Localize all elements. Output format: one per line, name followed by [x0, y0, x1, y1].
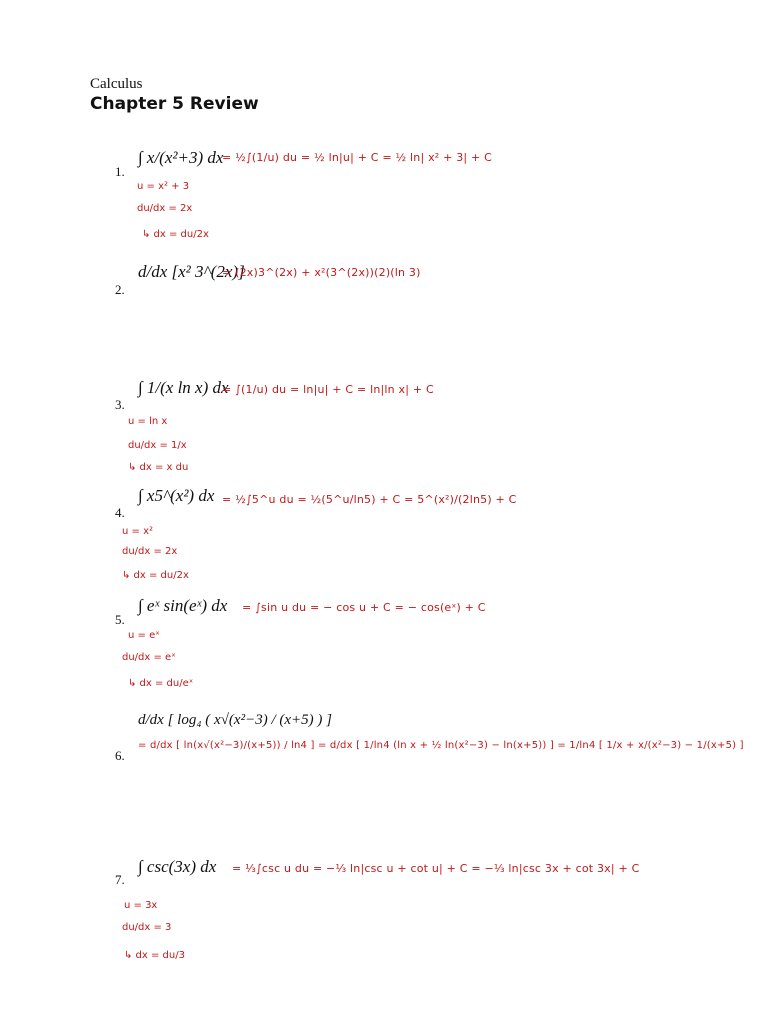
- substitution-step: ↳ dx = du/2x: [122, 570, 189, 581]
- solution-text: = ∫sin u du = − cos u + C = − cos(eˣ) + C: [242, 601, 486, 614]
- solution-text: = ½∫(1/u) du = ½ ln|u| + C = ½ ln| x² + 3| + C: [222, 151, 493, 164]
- substitution-step: ↳ dx = du/eˣ: [128, 678, 194, 689]
- solution-text: = ⅓∫csc u du = −⅓ ln|csc u + cot u| + C = −⅓ ln|csc 3x + cot 3x| + C: [232, 862, 640, 875]
- problem-number: 7.: [115, 872, 125, 887]
- substitution-step: du/dx = 2x: [122, 546, 178, 557]
- substitution-step: u = x²: [122, 526, 154, 537]
- substitution-step: u = 3x: [124, 900, 158, 911]
- substitution-step: du/dx = 3: [122, 922, 172, 933]
- problem-expression: ∫ x/(x²+3) dx: [138, 148, 224, 167]
- substitution-step: ↳ dx = x du: [128, 462, 189, 473]
- problem-expression: ∫ 1/(x ln x) dx: [138, 378, 229, 397]
- solution-text: = (2x)3^(2x) + x²(3^(2x))(2)(ln 3): [222, 266, 421, 279]
- problem-number: 3.: [115, 397, 125, 412]
- problem-expression: ∫ x5^(x²) dx: [138, 486, 215, 505]
- substitution-step: u = ln x: [128, 416, 168, 427]
- problem-number: 5.: [115, 612, 125, 627]
- solution-text: = d/dx [ ln(x√(x²−3)/(x+5)) / ln4 ] = d/dx [ 1/ln4 (ln x + ½ ln(x²−3) − ln(x+5)) ] = 1/ln4 [ 1/x + x/(x²−3) − 1/(x+5) ]: [138, 740, 744, 751]
- solution-text: = ∫(1/u) du = ln|u| + C = ln|ln x| + C: [222, 383, 434, 396]
- substitution-step: u = eˣ: [128, 630, 160, 641]
- problem-expression: d/dx [x² 3^(2x)]: [138, 262, 245, 281]
- problem-number: 4.: [115, 505, 125, 520]
- problem-number: 2.: [115, 282, 125, 297]
- solution-text: = ½∫5^u du = ½(5^u/ln5) + C = 5^(x²)/(2ln5) + C: [222, 493, 517, 506]
- problem-expression: d/dx [ log₄ ( x√(x²−3) / (x+5) ) ]: [138, 712, 332, 728]
- substitution-step: ↳ dx = du/3: [124, 950, 185, 961]
- problem-number: 6.: [115, 748, 125, 763]
- substitution-step: du/dx = 1/x: [128, 440, 187, 451]
- substitution-step: u = x² + 3: [137, 181, 190, 192]
- substitution-step: du/dx = 2x: [137, 203, 193, 214]
- problem-expression: ∫ eˣ sin(eˣ) dx: [138, 596, 228, 615]
- problem-number: 1.: [115, 164, 125, 179]
- substitution-step: ↳ dx = du/2x: [142, 229, 209, 240]
- substitution-step: du/dx = eˣ: [122, 652, 176, 663]
- problem-expression: ∫ csc(3x) dx: [138, 857, 217, 876]
- chapter-heading: Chapter 5 Review: [90, 94, 259, 114]
- course-title: Calculus: [90, 76, 143, 92]
